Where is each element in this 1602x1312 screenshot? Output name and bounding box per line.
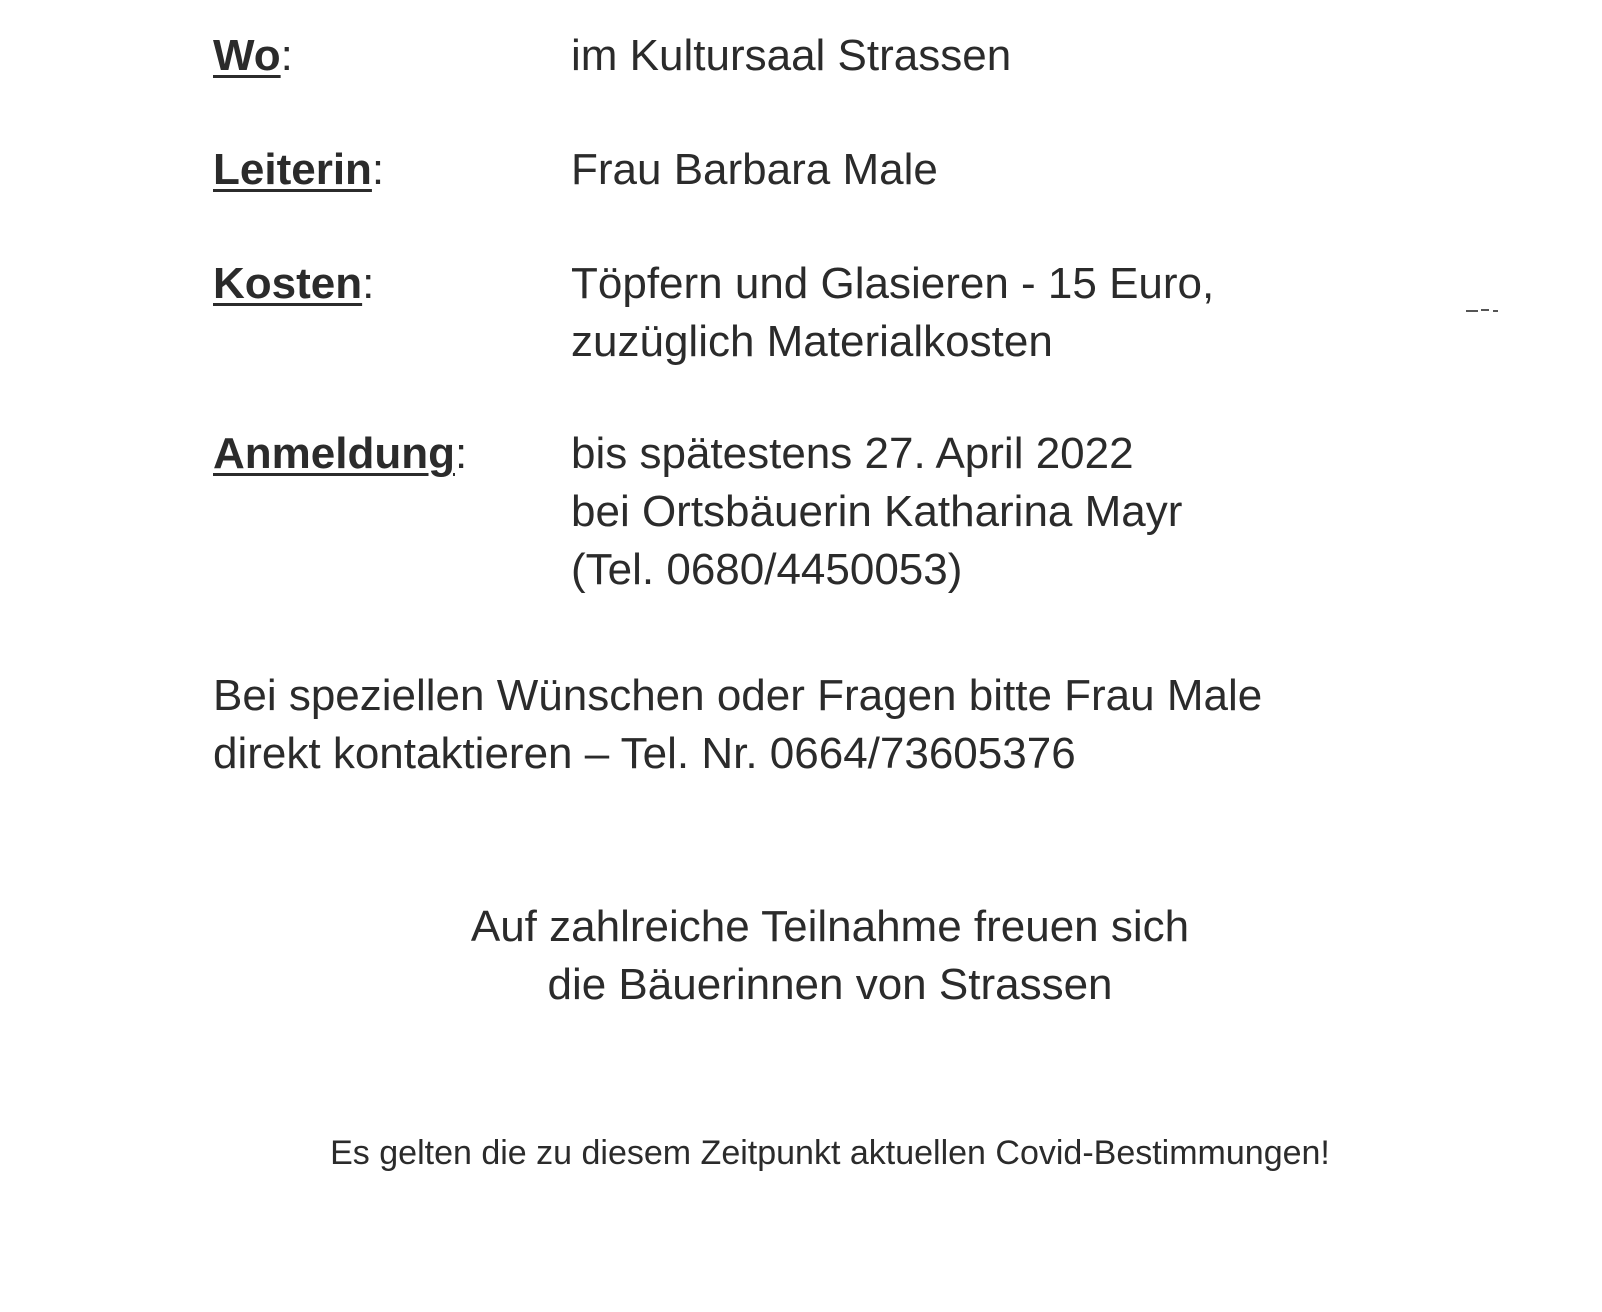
closing-greeting: Auf zahlreiche Teilnahme freuen sich die Bäuerinnen von Strassen [470, 902, 1190, 1009]
contact-paragraph: Bei speziellen Wünschen oder Fragen bitte Frau Male direkt kontaktieren – Tel. Nr. 0664/73605376 [213, 671, 1263, 778]
detail-value-instructor: Frau Barbara Male [571, 145, 938, 194]
detail-label-registration: Anmeldung: [213, 429, 468, 478]
detail-label-location: Wo: [213, 31, 293, 80]
detail-value-costs: Töpfern und Glasieren - 15 Euro, zuzüglich Materialkosten [571, 259, 1215, 366]
detail-label-costs: Kosten: [213, 259, 375, 308]
detail-value-registration: bis spätestens 27. April 2022 bei Ortsbäuerin Katharina Mayr (Tel. 0680/4450053) [571, 429, 1183, 594]
covid-notice: Es gelten die zu diesem Zeitpunkt aktuellen Covid-Bestimmungen! [330, 1134, 1330, 1172]
detail-value-location: im Kultursaal Strassen [571, 31, 1012, 80]
scan-artifact-mark [1466, 309, 1502, 312]
detail-label-instructor: Leiterin: [213, 145, 385, 194]
